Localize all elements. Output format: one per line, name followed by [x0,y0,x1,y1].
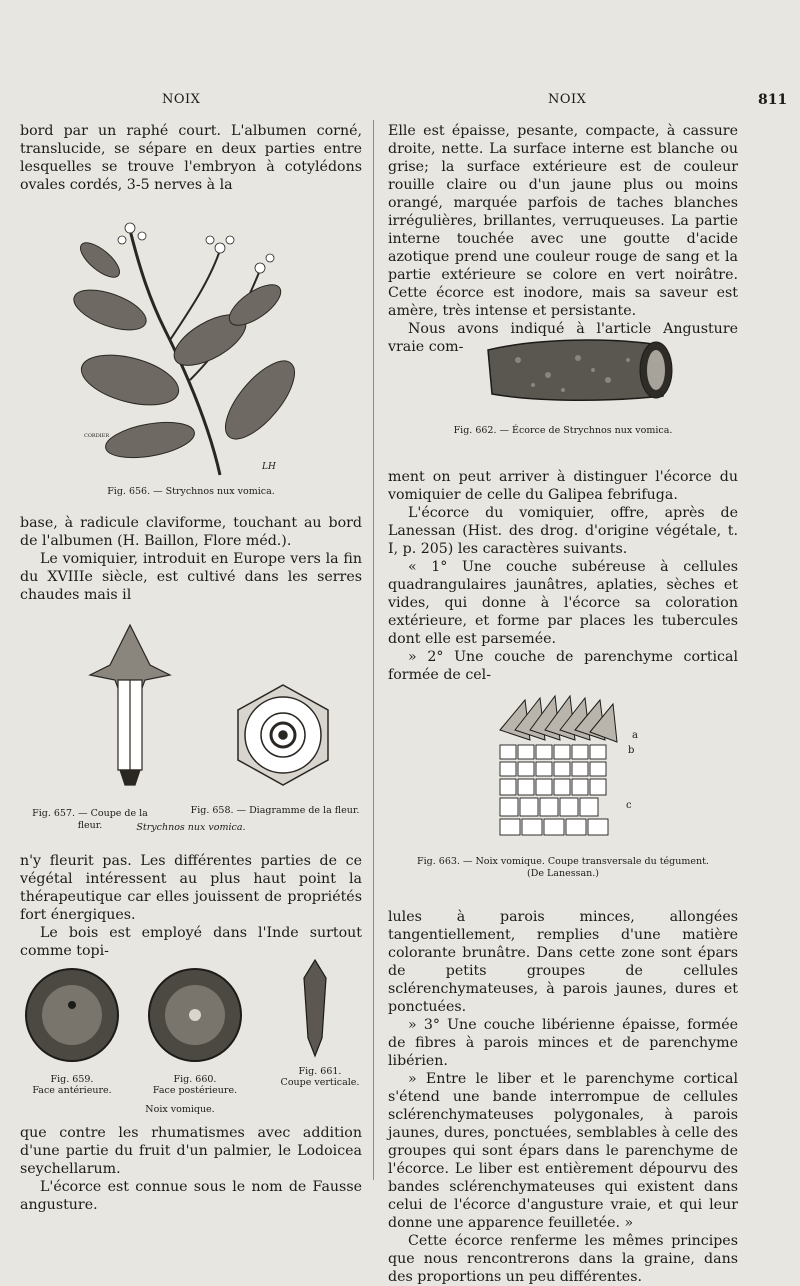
left-text-3 [20,852,362,960]
fig663-label-a: a [632,730,638,741]
running-head-left: NOIX [162,92,201,107]
left-paragraph-3: Le vomiquier, introduit en Europe vers la fin du XVIIIe siècle, est cultivé dans les serres chaudes mais il [20,551,362,603]
fig656-plant-illustration [70,210,300,480]
fig663-label-c: c [626,800,632,811]
fig657-caption: Fig. 657. — Coupe de la fleur. [32,808,148,831]
fig661-caption-label: Coupe verticale. [280,1077,360,1088]
left-paragraph-2: base, à radicule claviforme, touchant au bord de l'albumen (H. Baillon, Flore méd.). [20,515,362,549]
left-text-2 [20,514,362,604]
running-head-right: NOIX [548,92,587,107]
fig659-caption-number: Fig. 659. [50,1074,94,1085]
fig662-caption: Fig. 662. — Écorce de Strychnos nux vomica. [453,425,673,436]
right-text-1 [388,122,738,356]
left-paragraph-6: que contre les rhumatismes avec addition d'une partie du fruit d'un palmier, le Lodoicea seychellarum. [20,1125,362,1177]
right-paragraph-7: lules à parois minces, allongées tangentiellement, remplies d'une matière colorante brunâtre. Dans cette zone sont épars de petits groupes de cellules sclérenchymateuses, à parois jaunes, dures et ponctuées. [388,909,738,1015]
fig660-caption-number: Fig. 660. [173,1074,217,1085]
fig659-seed-front [22,965,122,1065]
right-paragraph-8: » 3° Une couche libérienne épaisse, formée de fibres à parois minces et de parenchyme libérien. [388,1017,738,1069]
fig661-seed-section [300,958,330,1058]
left-paragraph-1: bord par un raphé court. L'albumen corné, translucide, se sépare en deux parties entre lesquelles se trouve l'embryon à cotylédons ovales cordés, 3-5 nerves à la [20,123,362,193]
fig656-engraver: CORDIER [84,433,110,439]
fig663-caption-source: (De Lanessan.) [527,868,599,879]
left-paragraph-7: L'écorce est connue sous le nom de Fausse angusture. [20,1179,362,1213]
fig663-tegument-section [495,690,635,840]
fig660-caption-label: Face postérieure. [152,1085,238,1096]
right-paragraph-2: Nous avons indiqué à l'article Angusture vraie com- [388,321,738,355]
left-text-4 [20,1124,362,1214]
fig659-caption-label: Face antérieure. [32,1085,112,1096]
page-number: 811 [758,92,788,108]
fig658-caption: Fig. 658. — Diagramme de la fleur. [190,805,360,816]
left-paragraph-5: Le bois est employé dans l'Inde surtout comme topi- [20,925,362,959]
right-paragraph-5: « 1° Une couche subéreuse à cellules quadrangulaires jaunâtres, aplaties, sèches et vides, qui donne à l'écorce sa coloration extérieure, et forme par places les tubercules dont elle est parsemée. [388,559,738,647]
fig663-label-b: b [628,745,635,756]
left-paragraph-4: n'y fleurit pas. Les différentes parties de ce végétal intéressent au plus haut point la thérapeutique car elles jouissent de propriétés fort énergiques. [20,853,362,923]
right-paragraph-6: » 2° Une couche de parenchyme cortical formée de cel- [388,649,738,683]
right-paragraph-1: Elle est épaisse, pesante, compacte, à cassure droite, nette. La surface interne est blanche ou grise; la surface extérieure est de couleur rouille claire ou d'un jaune plus ou moins orangé, marquée parfois de taches blanches irrégulières, brillantes, verruqueuses. La partie interne touchée avec une goutte d'acide azotique prend une couleur rouge de sang et la partie extérieure se colore en vert noirâtre. Cette écorce est inodore, mais sa saveur est amère, très intense et persistante. [388,123,738,319]
fig657-658-species: Strychnos nux vomica. [136,822,246,833]
right-paragraph-10: Cette écorce renferme les mêmes principes que nous rencontrerons dans la graine, dans des proportions un peu différentes. [388,1233,738,1285]
right-text-3 [388,908,738,1286]
right-paragraph-3: ment on peut arriver à distinguer l'écorce du vomiquier de celle du Galipea febrifuga. [388,469,738,503]
right-paragraph-9: » Entre le liber et le parenchyme cortical s'étend une bande interrompue de cellules sclérenchymateuses polygonales, à parois jaunes, dures, ponctuées, semblables à celle des groupes qui sont épars dans le parenchyme de l'écorce. Le liber est entièrement dépourvu des bandes sclérenchymateuses qui existent dans celui de l'écorce d'angusture vraie, et qui leur donne une apparence feuilletée. » [388,1071,738,1231]
fig660-seed-back [145,965,245,1065]
column-rule [373,120,374,1180]
fig657-flower-section [80,620,180,790]
right-text-2 [388,468,738,684]
left-text-1 [20,122,362,194]
fig663-caption: Fig. 663. — Noix vomique. Coupe transversale du tégument. [417,856,709,867]
fig661-caption-number: Fig. 661. [298,1066,342,1077]
fig659-661-group-caption: Noix vomique. [145,1104,215,1115]
fig658-floral-diagram [228,680,338,790]
fig656-caption: Fig. 656. — Strychnos nux vomica. [107,486,275,497]
fig656-signature: LH [262,462,276,472]
fig662-bark-illustration [478,330,678,410]
right-paragraph-4: L'écorce du vomiquier, offre, après de Lanessan (Hist. des drog. d'origine végétale, t. I, p. 205) les caractères suivants. [388,505,738,557]
